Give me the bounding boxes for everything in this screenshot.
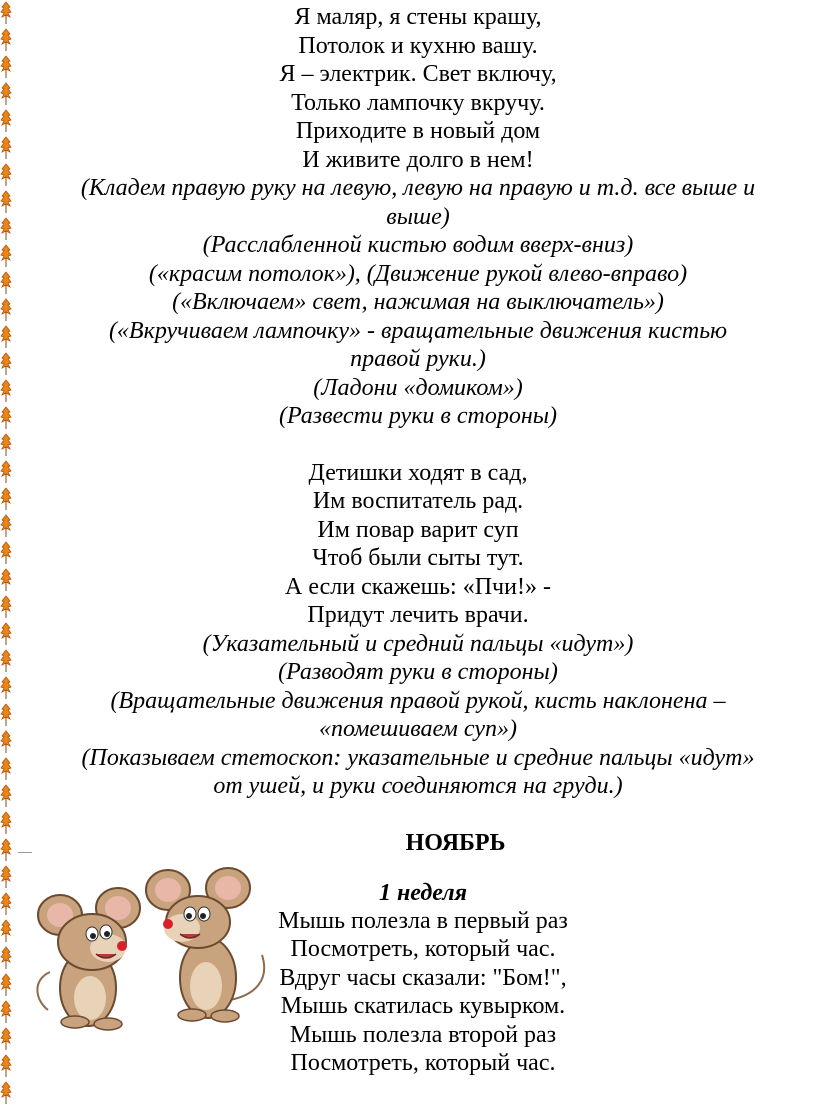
poem-line: Мышь полезла в первый раз <box>278 907 568 934</box>
note-line: (Развести руки в стороны) <box>279 403 557 429</box>
note-line: правой руки.) <box>350 346 486 372</box>
note-line: выше) <box>386 203 450 230</box>
movement-notes-1 <box>20 174 816 431</box>
poem-line: Я – электрик. Свет включу, <box>279 61 557 87</box>
week-heading: 1 неделя <box>378 879 468 906</box>
note-line: (Указательный и средний пальцы «идут») <box>202 630 634 657</box>
poem-line: Мышь скатилась кувырком. <box>280 993 566 1019</box>
poem-line: И живите долго в нем! <box>302 146 534 173</box>
movement-notes-2 <box>20 630 816 801</box>
note-line: («Вкручиваем лампочку» - вращательные движения кистью <box>108 317 728 344</box>
note-line: (Расслабленной кистью водим вверх-вниз) <box>202 232 634 258</box>
note-line: (Показываем стетоскоп: указательные и средние пальцы «идут» <box>81 744 755 771</box>
mouse-right-icon <box>146 868 264 1022</box>
note-line: (Вращательные движения правой рукой, кисть наклонена – <box>110 687 726 714</box>
poem-line: Вдруг часы сказали: "Бом!", <box>279 964 567 991</box>
decorative-leaf-border <box>0 0 12 1106</box>
poem-line: Мышь полезла второй раз <box>289 1021 557 1048</box>
note-line: (Кладем правую руку на левую, левую на правую и т.д. все выше и <box>80 175 756 201</box>
poem-line: Придут лечить врачи. <box>307 602 529 628</box>
poem-line: Посмотреть, который час. <box>290 936 556 962</box>
poem-line: Им воспитатель рад. <box>312 488 524 514</box>
note-line: от ушей, и руки соединяются на груди.) <box>213 773 623 799</box>
mice-illustration <box>30 860 280 1035</box>
note-line: («красим потолок»), (Движение рукой влево-вправо) <box>148 260 688 287</box>
poem-line: Им повар варит суп <box>317 516 519 543</box>
poem-line: Посмотреть, который час. <box>290 1050 556 1076</box>
note-line: «помешиваем суп») <box>319 716 517 742</box>
divider-mark <box>18 852 32 853</box>
poem-stanza-painter <box>20 3 816 174</box>
month-heading: НОЯБРЬ <box>405 829 506 856</box>
note-line: (Разводят руки в стороны) <box>278 659 558 685</box>
poem-line: А если скажешь: «Пчи!» - <box>285 573 551 600</box>
poem-line: Я маляр, я стены крашу, <box>294 4 542 30</box>
poem-line: Потолок и кухню вашу. <box>298 32 538 59</box>
poem-line: Детишки ходят в сад, <box>308 459 528 486</box>
mouse-left-icon <box>37 888 140 1030</box>
poem-stanza-kindergarten <box>20 459 816 630</box>
poem-line: Чтоб были сыты тут. <box>312 545 524 571</box>
note-line: (Ладони «домиком») <box>313 374 523 401</box>
poem-line: Только лампочку вкручу. <box>291 89 545 116</box>
poem-line: Приходите в новый дом <box>295 118 541 144</box>
note-line: («Включаем» свет, нажимая на выключатель») <box>172 289 664 315</box>
